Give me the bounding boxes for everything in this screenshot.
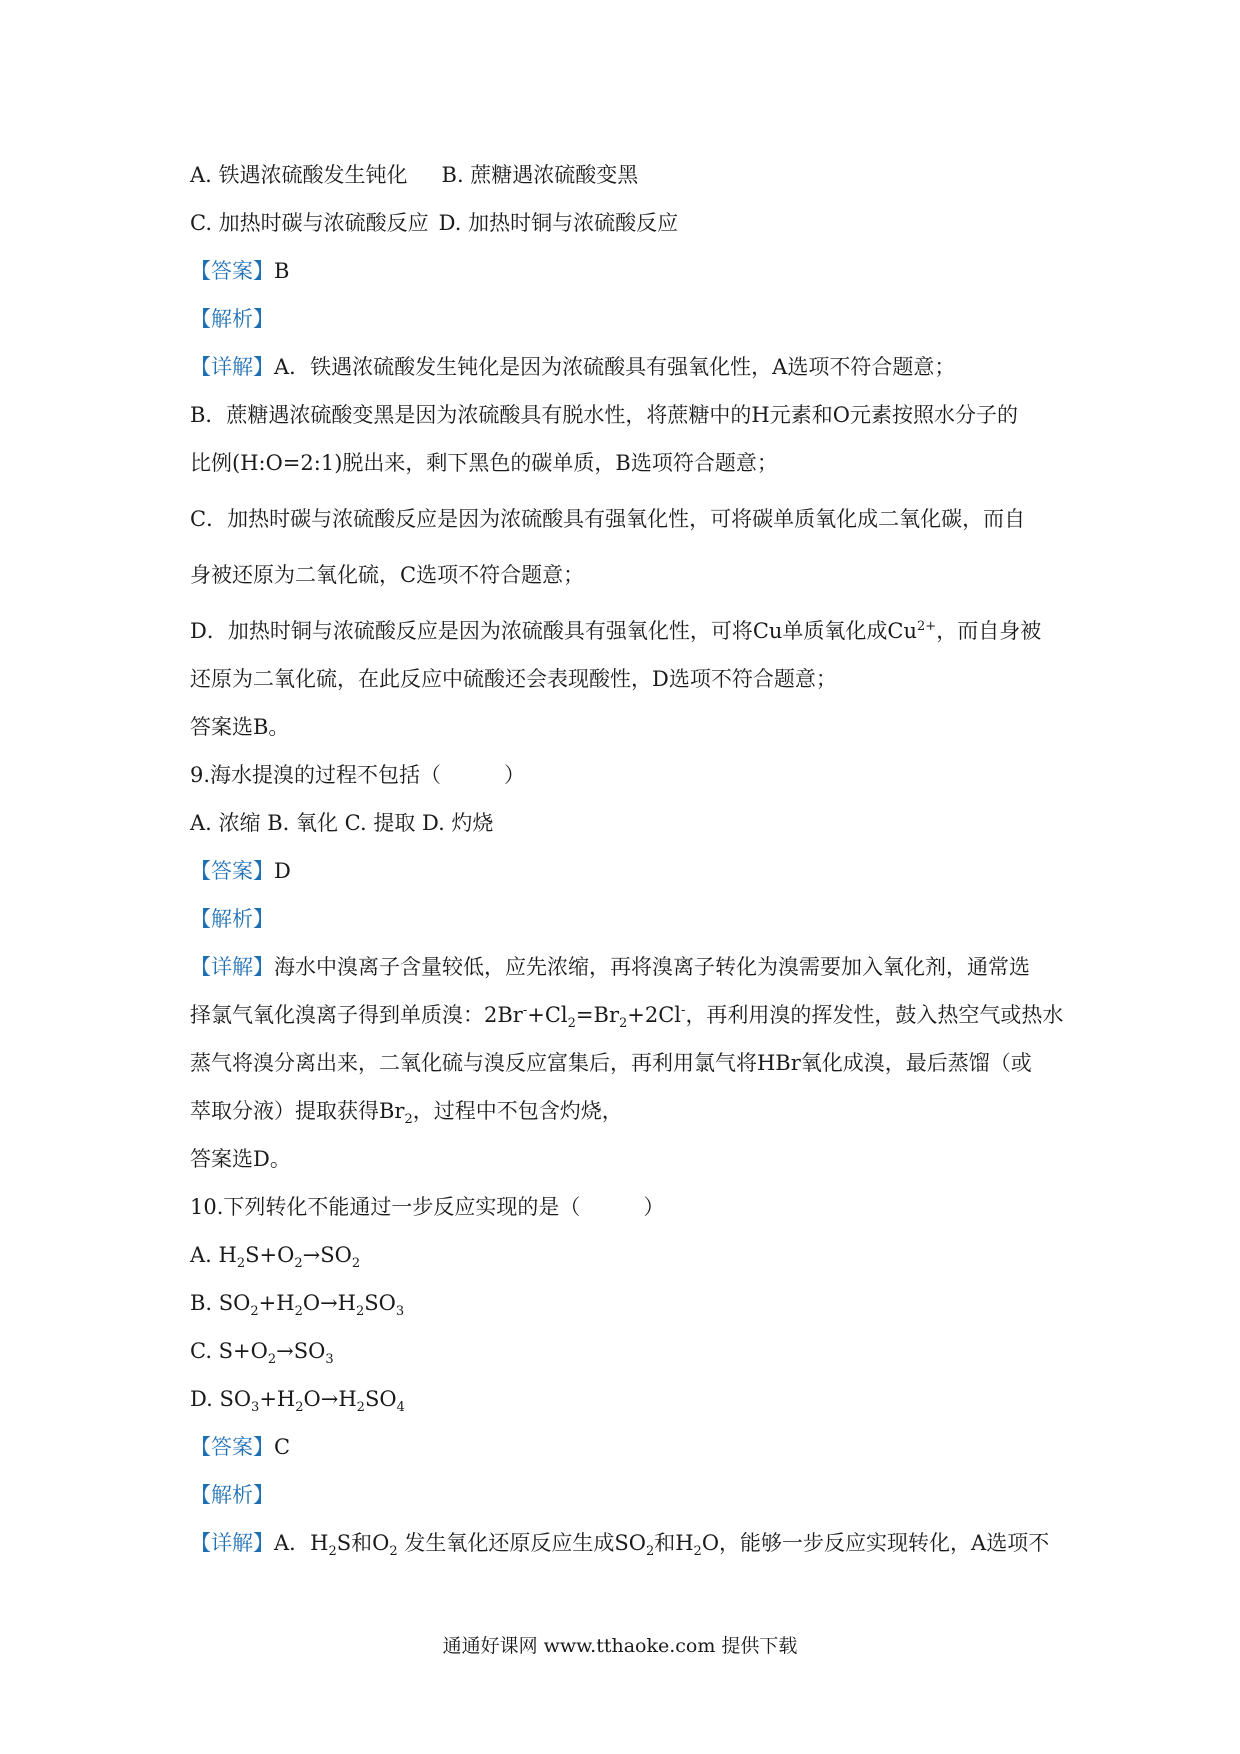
superscript: 2+ (917, 619, 937, 634)
q9-analysis (190, 904, 274, 934)
detail-tag: 【详解】 (190, 1531, 274, 1555)
q8-options-ab (190, 160, 638, 190)
formula-text: 发生氧化还原反应生成SO (397, 1531, 646, 1555)
formula-text: S+O (245, 1243, 295, 1267)
q9-detail-1 (190, 952, 1030, 982)
subscript: 3 (325, 1352, 334, 1368)
subscript: 2 (294, 1304, 303, 1320)
q10-analysis (190, 1480, 274, 1510)
q9-conclusion: 答案选D。 (190, 1147, 291, 1171)
q9-detail-4 (190, 1096, 623, 1126)
page-footer: 通通好课网 www.tthaoke.com 提供下载 (442, 1635, 798, 1657)
formula-text: D. SO (190, 1387, 252, 1411)
subscript: 2 (693, 1544, 702, 1560)
subscript: 4 (396, 1400, 405, 1416)
q8-analysis (190, 304, 274, 334)
subscript: 2 (356, 1304, 365, 1320)
q10-detail-a (190, 1528, 1049, 1558)
detail-text: =Br (575, 1003, 619, 1027)
formula-text: →SO (276, 1339, 326, 1363)
formula-text: +H (258, 1291, 295, 1315)
detail-text: 择氯气氧化溴离子得到单质溴：2Br (190, 1003, 523, 1027)
formula-text: O→H (303, 1387, 357, 1411)
subscript: 2 (619, 1016, 628, 1032)
q8-option-a: A. 铁遇浓硫酸发生钝化 (190, 163, 408, 187)
detail-text: ，而自身被 (936, 619, 1042, 643)
formula-text: SO (364, 1291, 396, 1315)
q8-option-b: B. 蔗糖遇浓硫酸变黑 (441, 163, 639, 187)
superscript: - (681, 1003, 686, 1018)
q8-detail-a (190, 352, 955, 382)
detail-text: +2Cl (627, 1003, 682, 1027)
subscript: 2 (294, 1256, 303, 1272)
subscript: 2 (645, 1544, 655, 1560)
q9-answer (190, 856, 291, 886)
detail-tag: 【详解】 (190, 955, 274, 979)
q8-detail-b2: 比例(H:O=2:1)脱出来，剩下黑色的碳单质，B选项符合题意； (190, 451, 778, 475)
subscript: 2 (328, 1544, 337, 1560)
q8-detail-c1: C．加热时碳与浓硫酸反应是因为浓硫酸具有强氧化性，可将碳单质氧化成二氧化碳，而自 (190, 507, 1026, 531)
detail-text: +Cl (527, 1003, 568, 1027)
q10-option-a (190, 1240, 360, 1270)
q10-option-d (190, 1384, 405, 1414)
formula-text: +H (259, 1387, 296, 1411)
formula-text: A. H (190, 1243, 237, 1267)
q8-detail-c2: 身被还原为二氧化硫，C选项不符合题意； (190, 563, 585, 587)
answer-value: B (274, 259, 290, 283)
subscript: 2 (356, 1400, 365, 1416)
q8-options-cd (190, 208, 678, 238)
formula-text: A．H (274, 1531, 329, 1555)
formula-text: B. SO (190, 1291, 251, 1315)
subscript: 3 (251, 1400, 260, 1416)
subscript: 2 (567, 1016, 576, 1032)
detail-text: 海水中溴离子含量较低，应先浓缩，再将溴离子转化为溴需要加入氧化剂，通常选 (274, 955, 1030, 979)
answer-tag: 【答案】 (190, 259, 274, 283)
answer-value: C (274, 1435, 291, 1459)
q9-detail-2 (190, 1000, 1063, 1030)
detail-tag: 【详解】 (190, 355, 274, 379)
detail-text: A．铁遇浓硫酸发生钝化是因为浓硫酸具有强氧化性，A选项不符合题意； (274, 355, 956, 379)
q9-detail-3: 蒸气将溴分离出来，二氧化硫与溴反应富集后，再利用氯气将HBr氧化成溴，最后蒸馏（或 (190, 1051, 1032, 1075)
subscript: 2 (351, 1256, 361, 1272)
formula-text: C. S+O (190, 1339, 268, 1363)
detail-text: 萃取分液）提取获得Br (190, 1099, 405, 1123)
analysis-tag: 【解析】 (190, 307, 274, 331)
formula-text: 和H (654, 1531, 694, 1555)
q10-stem: 10.下列转化不能通过一步反应实现的是（ ） (190, 1195, 665, 1219)
q9-options: A. 浓缩 B. 氧化 C. 提取 D. 灼烧 (190, 811, 494, 835)
q8-detail-d1 (190, 616, 1041, 646)
subscript: 3 (395, 1304, 405, 1320)
detail-text: D．加热时铜与浓硫酸反应是因为浓硫酸具有强氧化性，可将Cu单质氧化成Cu (190, 619, 918, 643)
formula-text: O，能够一步反应实现转化，A选项不 (701, 1531, 1050, 1555)
formula-text: S和O (336, 1531, 390, 1555)
formula-text: O→H (302, 1291, 357, 1315)
q8-conclusion: 答案选B。 (190, 715, 290, 739)
formula-text: SO (364, 1387, 397, 1411)
q10-option-b (190, 1288, 404, 1318)
superscript: - (522, 1003, 528, 1018)
subscript: 2 (404, 1112, 413, 1128)
q8-option-c: C. 加热时碳与浓硫酸反应 (190, 211, 429, 235)
detail-text: ，再利用溴的挥发性，鼓入热空气或热水 (685, 1003, 1064, 1027)
detail-text: ，过程中不包含灼烧， (412, 1099, 623, 1123)
q8-detail-b1: B．蔗糖遇浓硫酸变黑是因为浓硫酸具有脱水性，将蔗糖中的H元素和O元素按照水分子的 (190, 403, 1018, 427)
answer-value: D (274, 859, 291, 883)
subscript: 2 (267, 1352, 277, 1368)
subscript: 2 (295, 1400, 304, 1416)
q10-option-c (190, 1336, 334, 1366)
subscript: 2 (236, 1256, 246, 1272)
subscript: 2 (250, 1304, 259, 1320)
q8-answer (190, 256, 289, 286)
q9-stem: 9.海水提溴的过程不包括（ ） (190, 763, 526, 787)
analysis-tag: 【解析】 (190, 907, 274, 931)
formula-text: →SO (302, 1243, 352, 1267)
answer-tag: 【答案】 (190, 859, 274, 883)
subscript: 2 (389, 1544, 398, 1560)
analysis-tag: 【解析】 (190, 1483, 274, 1507)
q8-option-d: D. 加热时铜与浓硫酸反应 (438, 211, 679, 235)
q8-detail-d2: 还原为二氧化硫，在此反应中硫酸还会表现酸性，D选项不符合题意； (190, 667, 837, 691)
q10-answer (190, 1432, 290, 1462)
answer-tag: 【答案】 (190, 1435, 274, 1459)
